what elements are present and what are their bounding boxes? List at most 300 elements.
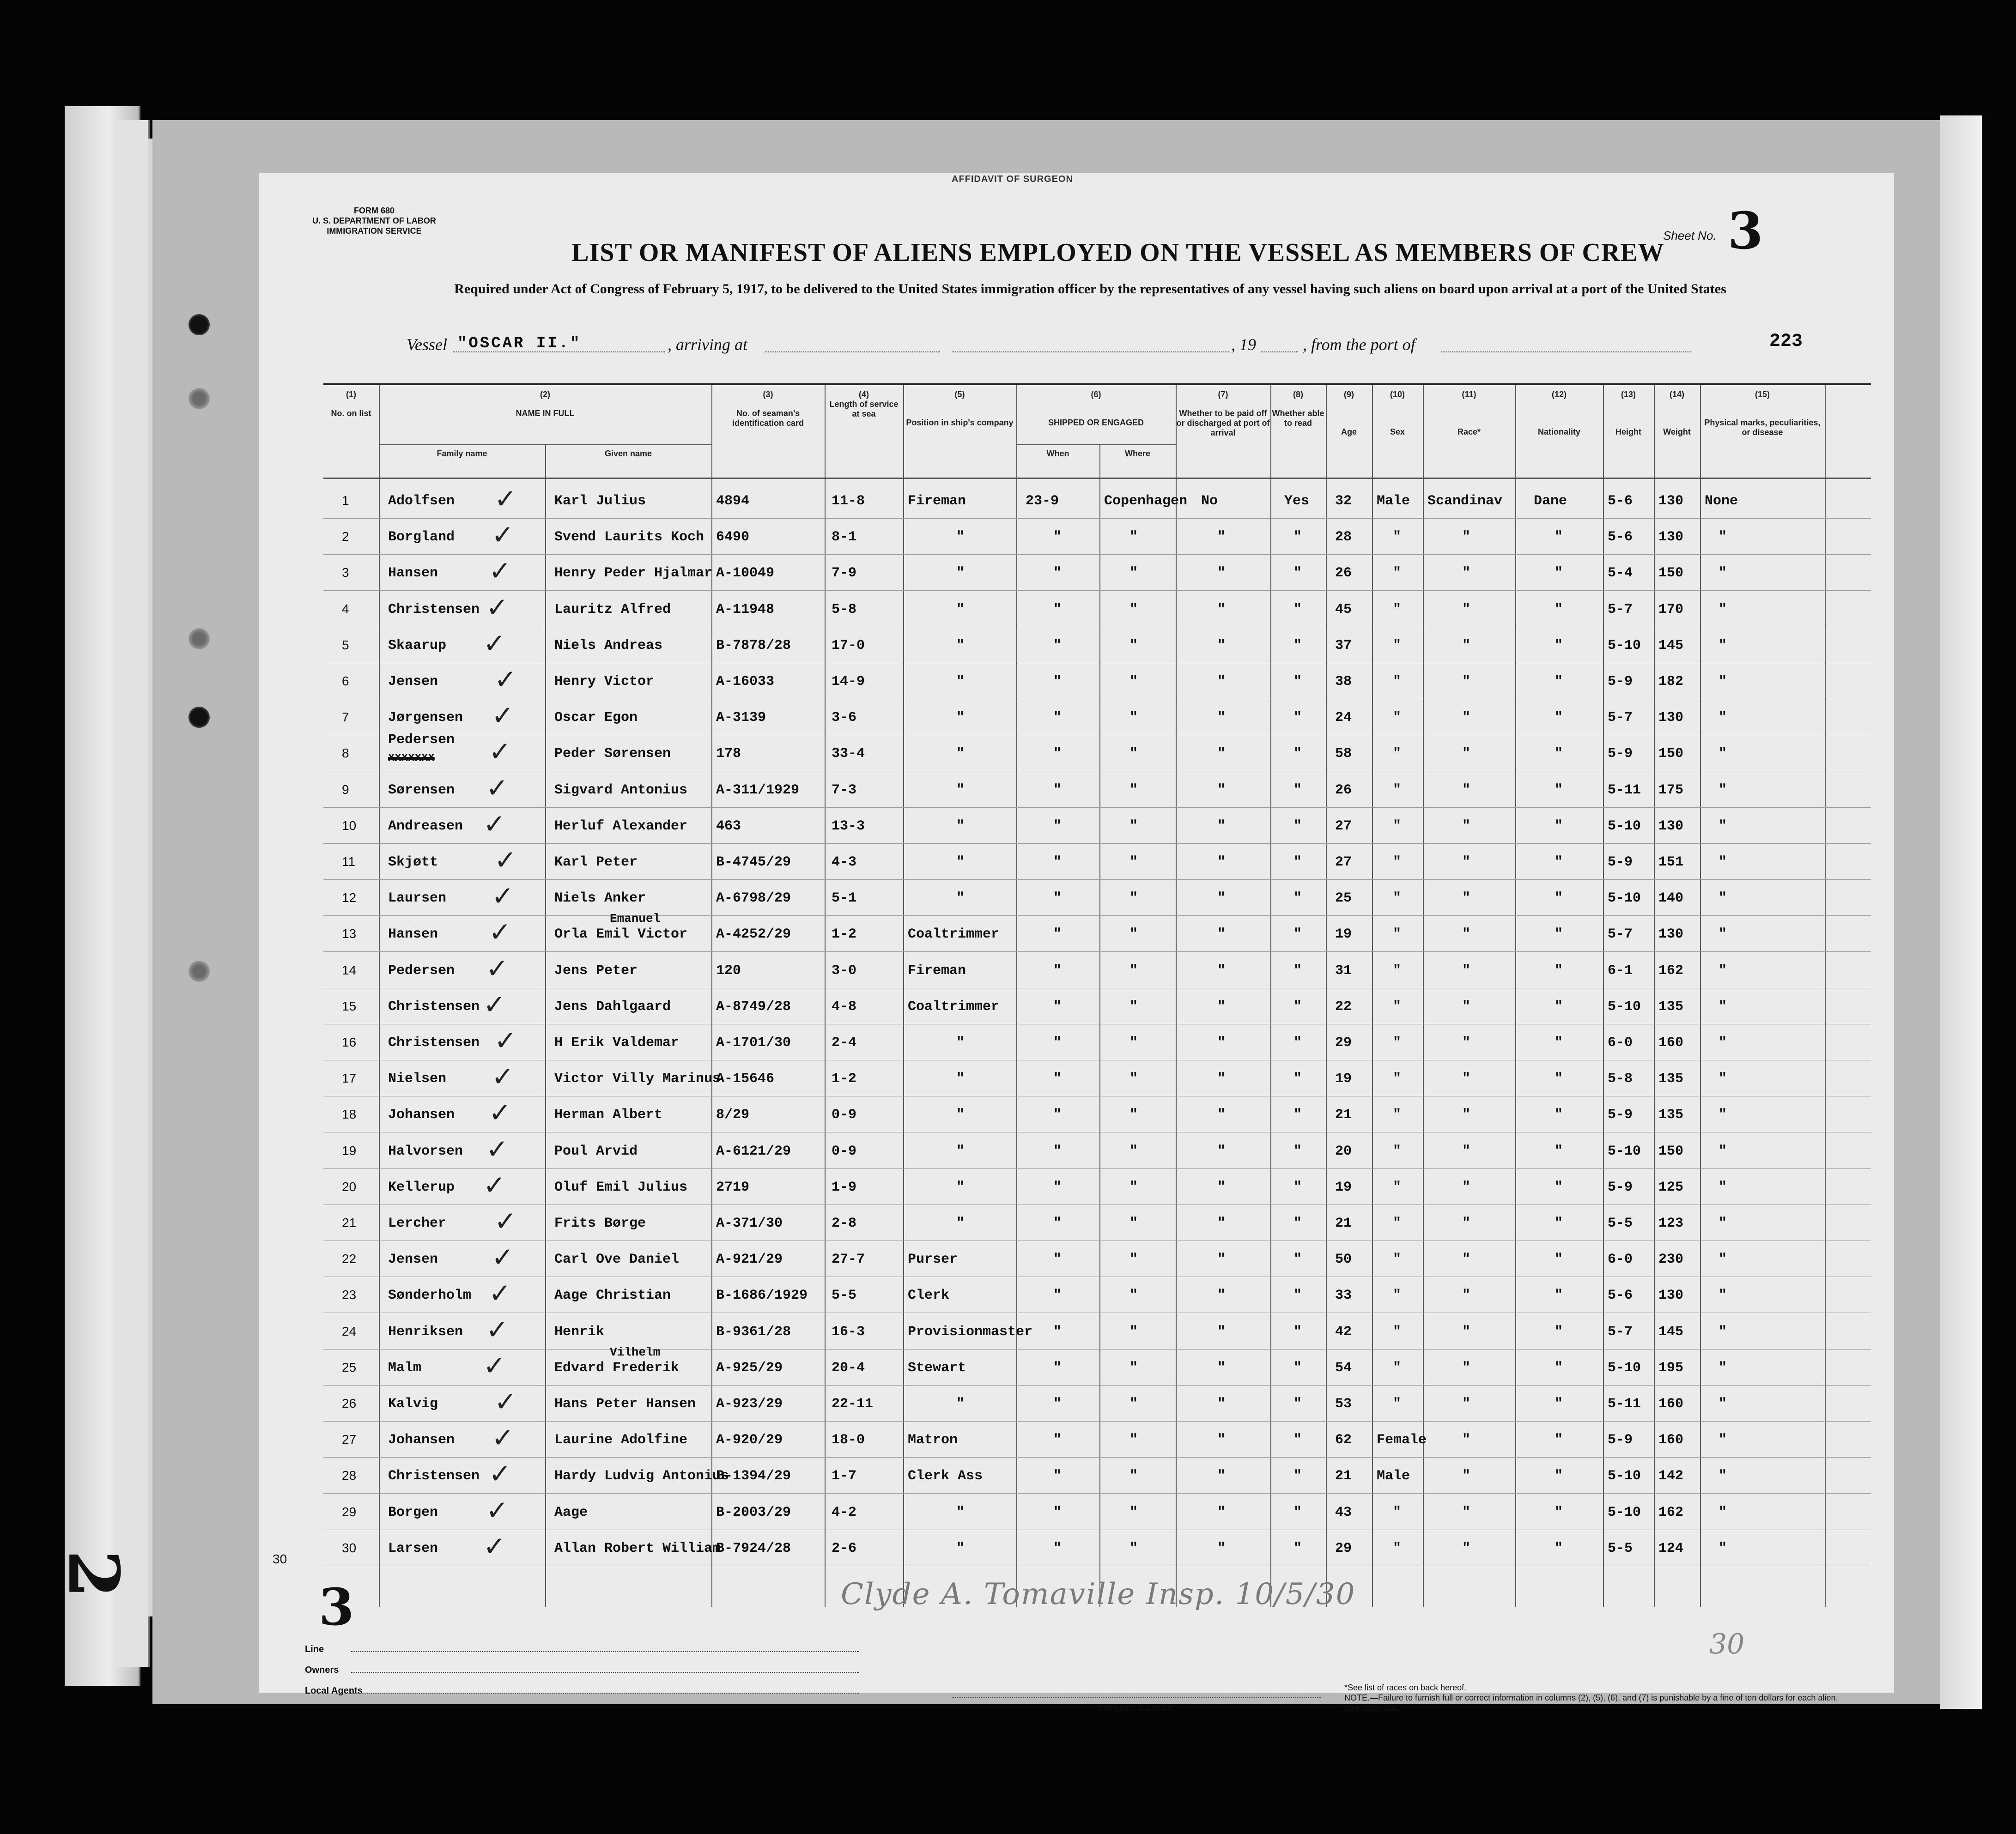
shipped-where-cell: " xyxy=(1129,1396,1138,1412)
height-cell: 5-6 xyxy=(1608,529,1633,545)
service-length-cell: 18-0 xyxy=(832,1432,865,1448)
shipped-where-cell: " xyxy=(1129,818,1138,834)
vessel-name-blank xyxy=(453,335,665,352)
paid-off-cell: " xyxy=(1217,1504,1226,1520)
shipped-where-cell: " xyxy=(1129,1288,1138,1304)
family-name-cell: Kellerup xyxy=(388,1179,455,1195)
family-name-cell: Christensen xyxy=(388,1035,480,1051)
age-cell: 33 xyxy=(1335,1288,1352,1304)
height-cell: 5-9 xyxy=(1608,1107,1633,1123)
physical-marks-cell: " xyxy=(1718,1468,1727,1484)
sex-cell: " xyxy=(1393,1035,1402,1051)
service-length-cell: 20-4 xyxy=(832,1360,865,1376)
weight-cell: 150 xyxy=(1658,1143,1684,1159)
family-name-cell: Christensen xyxy=(388,601,480,617)
card-number-cell: A-10049 xyxy=(716,565,775,581)
given-name-cell: Orla Emil Victor xyxy=(554,926,688,943)
position-cell: " xyxy=(956,818,965,834)
weight-cell: 140 xyxy=(1658,890,1684,907)
table-row xyxy=(323,912,1871,952)
height-cell: 5-5 xyxy=(1608,1216,1633,1231)
physical-marks-cell: " xyxy=(1718,1035,1727,1051)
service-length-cell: 1-7 xyxy=(832,1468,857,1484)
shipped-when-cell: " xyxy=(1053,1396,1062,1412)
check-mark-icon: ✓ xyxy=(494,844,517,876)
position-cell: " xyxy=(956,1396,965,1412)
shipped-when-cell: " xyxy=(1053,1071,1062,1087)
sex-cell: " xyxy=(1393,890,1402,907)
col-header-height: Height xyxy=(1615,427,1641,436)
age-cell: 32 xyxy=(1335,493,1352,509)
family-name-cell: Halvorsen xyxy=(388,1143,463,1159)
given-name-cell: Allan Robert William xyxy=(554,1540,721,1556)
col-number: (10) xyxy=(1390,390,1405,399)
paid-off-cell: " xyxy=(1217,1540,1226,1556)
height-cell: 5-6 xyxy=(1608,1288,1633,1304)
shipped-when-cell: " xyxy=(1053,1324,1062,1340)
age-cell: 21 xyxy=(1335,1107,1352,1123)
given-name-insertion: Emanuel xyxy=(610,912,661,926)
local-agents-blank xyxy=(351,1693,859,1694)
nationality-cell: " xyxy=(1555,999,1563,1015)
paid-off-cell: " xyxy=(1217,529,1226,545)
sex-cell: " xyxy=(1393,1107,1402,1123)
footnote xyxy=(1344,1683,1852,1713)
year-blank xyxy=(1261,335,1298,352)
nationality-cell: " xyxy=(1555,1504,1563,1520)
nationality-cell: " xyxy=(1555,746,1563,762)
height-cell: 5-10 xyxy=(1608,1504,1641,1520)
able-to-read-cell: " xyxy=(1293,926,1302,943)
weight-cell: 123 xyxy=(1658,1216,1684,1231)
check-mark-icon: ✓ xyxy=(483,1169,506,1201)
col-header-marks: Physical marks, peculiarities, or disease xyxy=(1704,418,1821,437)
position-cell: " xyxy=(956,601,965,617)
paid-off-cell: " xyxy=(1217,1324,1226,1340)
nationality-cell: " xyxy=(1555,637,1563,654)
position-cell: Clerk xyxy=(908,1288,950,1304)
table-row xyxy=(323,1313,1871,1350)
race-cell: " xyxy=(1462,1035,1471,1051)
shipped-when-cell: " xyxy=(1053,1432,1062,1448)
shipped-where-cell: " xyxy=(1129,999,1138,1015)
table-row xyxy=(323,732,1871,771)
able-to-read-cell: " xyxy=(1293,1071,1302,1087)
shipped-where-cell: " xyxy=(1129,565,1138,581)
row-number-cell: 15 xyxy=(342,999,357,1013)
able-to-read-cell: " xyxy=(1293,818,1302,834)
shipped-when-cell: " xyxy=(1053,1107,1062,1123)
check-mark-icon: ✓ xyxy=(483,1530,506,1562)
family-name-cell: Lercher xyxy=(388,1216,447,1231)
shipped-when-cell: " xyxy=(1053,529,1062,545)
age-cell: 53 xyxy=(1335,1396,1352,1412)
row-number-cell: 17 xyxy=(342,1071,357,1086)
row-number-cell: 1 xyxy=(342,493,349,508)
vessel-line xyxy=(407,331,1839,358)
service-length-cell: 1-2 xyxy=(832,926,857,943)
physical-marks-cell: " xyxy=(1718,1179,1727,1195)
underlying-page-edge xyxy=(115,120,150,1667)
family-name-cell: Laursen xyxy=(388,890,447,907)
race-cell: " xyxy=(1462,1432,1471,1448)
col-header-given-name: Given name xyxy=(604,449,652,458)
side-page-numeral: 2 xyxy=(53,1550,134,1598)
physical-marks-cell: " xyxy=(1718,1071,1727,1087)
tally-note: 30 xyxy=(1709,1628,1745,1660)
physical-marks-cell: " xyxy=(1718,1432,1727,1448)
sex-cell: " xyxy=(1393,1216,1402,1231)
card-number-cell: A-371/30 xyxy=(716,1216,783,1231)
sex-cell: Male xyxy=(1377,1468,1410,1484)
row-number-cell: 2 xyxy=(342,529,349,544)
weight-cell: 145 xyxy=(1658,637,1684,654)
physical-marks-cell: " xyxy=(1718,854,1727,870)
able-to-read-cell: " xyxy=(1293,1432,1302,1448)
check-mark-icon: ✓ xyxy=(492,1422,514,1454)
height-cell: 5-8 xyxy=(1608,1071,1633,1087)
sex-cell: " xyxy=(1393,782,1402,798)
nationality-cell: " xyxy=(1555,529,1563,545)
card-number-cell: A-11948 xyxy=(716,601,775,617)
given-name-cell: Peder Sørensen xyxy=(554,746,671,762)
height-cell: 5-10 xyxy=(1608,1468,1641,1484)
service-length-cell: 16-3 xyxy=(832,1324,865,1340)
age-cell: 38 xyxy=(1335,674,1352,690)
col-number: (5) xyxy=(954,390,965,399)
position-cell: " xyxy=(956,1143,965,1159)
age-cell: 20 xyxy=(1335,1143,1352,1159)
position-cell: " xyxy=(956,1071,965,1087)
col-header-shipped: SHIPPED OR ENGAGED xyxy=(1048,418,1144,427)
shipped-where-cell: " xyxy=(1129,529,1138,545)
row-number-cell: 27 xyxy=(342,1432,357,1447)
arriving-label: , arriving at xyxy=(668,335,748,354)
nationality-cell: " xyxy=(1555,565,1563,581)
col-header-race: Race* xyxy=(1457,427,1481,436)
shipped-where-cell: " xyxy=(1129,1107,1138,1123)
nationality-cell: " xyxy=(1555,890,1563,907)
sex-cell: " xyxy=(1393,601,1402,617)
col-number: (6) xyxy=(1091,390,1101,399)
punch-hole xyxy=(188,707,210,728)
sex-cell: " xyxy=(1393,854,1402,870)
table-row xyxy=(323,518,1871,555)
able-to-read-cell: " xyxy=(1293,601,1302,617)
shipped-when-cell: " xyxy=(1053,1468,1062,1484)
position-cell: " xyxy=(956,529,965,545)
inspector-caption: Immigrant Inspector. xyxy=(1099,1703,1174,1712)
col-header-age: Age xyxy=(1341,427,1357,436)
shipped-when-cell: " xyxy=(1053,854,1062,870)
age-cell: 27 xyxy=(1335,854,1352,870)
table-row xyxy=(323,1024,1871,1060)
paid-off-cell: " xyxy=(1217,1179,1226,1195)
weight-cell: 124 xyxy=(1658,1540,1684,1556)
physical-marks-cell: " xyxy=(1718,1396,1727,1412)
position-cell: " xyxy=(956,1035,965,1051)
paid-off-cell: " xyxy=(1217,1107,1226,1123)
paid-off-cell: " xyxy=(1217,890,1226,907)
card-number-cell: B-7924/28 xyxy=(716,1540,791,1556)
card-number-cell: B-7878/28 xyxy=(716,637,791,654)
given-name-cell: Karl Julius xyxy=(554,493,646,509)
shipped-when-cell: " xyxy=(1053,746,1062,762)
weight-cell: 130 xyxy=(1658,818,1684,834)
service-length-cell: 7-9 xyxy=(832,565,857,581)
family-name-cell: Malm xyxy=(388,1360,422,1376)
form-issuer xyxy=(300,206,448,236)
given-name-cell: Niels Anker xyxy=(554,890,646,907)
able-to-read-cell: " xyxy=(1293,1468,1302,1484)
shipped-when-cell: " xyxy=(1053,999,1062,1015)
table-row xyxy=(323,952,1871,988)
sex-cell: " xyxy=(1393,926,1402,943)
sex-cell: " xyxy=(1393,710,1402,726)
family-name-cell: Sørensen xyxy=(388,782,455,798)
sheet-number: 3 xyxy=(1728,201,1763,260)
weight-cell: 135 xyxy=(1658,1071,1684,1087)
col-header-sex: Sex xyxy=(1390,427,1405,436)
age-cell: 62 xyxy=(1335,1432,1352,1448)
service-length-cell: 33-4 xyxy=(832,746,865,762)
nationality-cell: " xyxy=(1555,1288,1563,1304)
sex-cell: " xyxy=(1393,962,1402,979)
table-row xyxy=(323,1277,1871,1313)
age-cell: 50 xyxy=(1335,1252,1352,1268)
shipped-where-cell: " xyxy=(1129,1179,1138,1195)
position-cell: " xyxy=(956,637,965,654)
shipped-when-cell: " xyxy=(1053,926,1062,943)
check-mark-icon: ✓ xyxy=(492,1061,514,1093)
able-to-read-cell: " xyxy=(1293,999,1302,1015)
service-length-cell: 2-8 xyxy=(832,1216,857,1231)
race-cell: " xyxy=(1462,1540,1471,1556)
col-header-read: Whether able to read xyxy=(1272,409,1324,428)
shipped-when-cell: " xyxy=(1053,1540,1062,1556)
family-name-cell: Adolfsen xyxy=(388,493,455,509)
position-cell: Fireman xyxy=(908,962,966,979)
service-length-cell: 5-1 xyxy=(832,890,857,907)
card-number-cell: A-1701/30 xyxy=(716,1035,791,1051)
row-number-cell: 20 xyxy=(342,1179,357,1194)
card-number-cell: A-8749/28 xyxy=(716,999,791,1015)
check-mark-icon: ✓ xyxy=(494,1386,517,1417)
race-cell: " xyxy=(1462,782,1471,798)
col-number: (7) xyxy=(1218,390,1228,399)
family-name-cell: Christensen xyxy=(388,1468,480,1484)
check-mark-icon: ✓ xyxy=(486,772,509,804)
given-name-cell: Herman Albert xyxy=(554,1107,663,1123)
shipped-when-cell: " xyxy=(1053,1360,1062,1376)
family-name-cell: Jensen xyxy=(388,1252,438,1268)
able-to-read-cell: " xyxy=(1293,1288,1302,1304)
check-mark-icon: ✓ xyxy=(483,988,506,1020)
family-name-cell: Pedersen xyxy=(388,962,455,979)
paid-off-cell: No xyxy=(1201,493,1218,509)
weight-cell: 170 xyxy=(1658,601,1684,617)
shipped-where-cell: " xyxy=(1129,637,1138,654)
able-to-read-cell: " xyxy=(1293,674,1302,690)
service-length-cell: 4-8 xyxy=(832,999,857,1015)
departure-port-blank xyxy=(1441,335,1691,352)
service-length-cell: 2-6 xyxy=(832,1540,857,1556)
family-name-cell: Kalvig xyxy=(388,1396,438,1412)
card-number-cell: B-2003/29 xyxy=(716,1504,791,1520)
shipped-when-cell: " xyxy=(1053,565,1062,581)
family-name-cell: Hansen xyxy=(388,565,438,581)
paid-off-cell: " xyxy=(1217,601,1226,617)
paid-off-cell: " xyxy=(1217,746,1226,762)
height-cell: 5-9 xyxy=(1608,674,1633,690)
nationality-cell: " xyxy=(1555,1035,1563,1051)
shipped-where-cell: " xyxy=(1129,746,1138,762)
able-to-read-cell: " xyxy=(1293,1540,1302,1556)
weight-cell: 160 xyxy=(1658,1035,1684,1051)
service-length-cell: 17-0 xyxy=(832,637,865,654)
service-name: IMMIGRATION SERVICE xyxy=(327,226,422,236)
physical-marks-cell: " xyxy=(1718,1143,1727,1159)
shipped-where-cell: " xyxy=(1129,601,1138,617)
manifest-title: LIST OR MANIFEST OF ALIENS EMPLOYED ON THE VESSEL AS MEMBERS OF CREW xyxy=(571,238,1664,267)
able-to-read-cell: " xyxy=(1293,1504,1302,1520)
family-name-cell: Skjøtt xyxy=(388,854,438,870)
table-row xyxy=(323,1132,1871,1169)
service-length-cell: 11-8 xyxy=(832,493,865,509)
position-cell: " xyxy=(956,674,965,690)
position-cell: Coaltrimmer xyxy=(908,999,1000,1015)
table-row xyxy=(323,591,1871,627)
row-number-cell: 14 xyxy=(342,962,357,977)
physical-marks-cell: " xyxy=(1718,746,1727,762)
given-name-cell: Karl Peter xyxy=(554,854,638,870)
nationality-cell: " xyxy=(1555,926,1563,943)
height-cell: 5-6 xyxy=(1608,493,1633,509)
race-cell: " xyxy=(1462,1504,1471,1520)
shipped-when-cell: " xyxy=(1053,890,1062,907)
card-number-cell: A-15646 xyxy=(716,1071,775,1087)
table-row xyxy=(323,554,1871,591)
shipped-when-cell: " xyxy=(1053,1143,1062,1159)
height-cell: 6-0 xyxy=(1608,1035,1633,1051)
row-number-cell: 18 xyxy=(342,1107,357,1122)
race-cell: " xyxy=(1462,1107,1471,1123)
age-cell: 21 xyxy=(1335,1216,1352,1231)
race-cell: " xyxy=(1462,674,1471,690)
age-cell: 37 xyxy=(1335,637,1352,654)
family-name-cell: Skaarup xyxy=(388,637,447,654)
position-cell: Stewart xyxy=(908,1360,966,1376)
given-name-cell: Henrik xyxy=(554,1324,605,1340)
given-name-cell: Hardy Ludvig Antonius xyxy=(554,1468,729,1484)
check-mark-icon: ✓ xyxy=(492,519,514,551)
weight-cell: 230 xyxy=(1658,1252,1684,1268)
sex-cell: " xyxy=(1393,746,1402,762)
position-cell: " xyxy=(956,565,965,581)
shipped-where-cell: " xyxy=(1129,1540,1138,1556)
race-cell: " xyxy=(1462,926,1471,943)
race-cell: " xyxy=(1462,710,1471,726)
race-cell: " xyxy=(1462,999,1471,1015)
card-number-cell: A-6798/29 xyxy=(716,890,791,907)
header-rule xyxy=(323,478,1871,479)
table-row xyxy=(323,1494,1871,1530)
row-number-cell: 3 xyxy=(342,565,349,580)
position-cell: " xyxy=(956,710,965,726)
nationality-cell: " xyxy=(1555,674,1563,690)
nationality-cell: " xyxy=(1555,1216,1563,1231)
race-cell: " xyxy=(1462,818,1471,834)
physical-marks-cell: " xyxy=(1718,962,1727,979)
physical-marks-cell: " xyxy=(1718,601,1727,617)
position-cell: " xyxy=(956,782,965,798)
given-name-cell: Oluf Emil Julius xyxy=(554,1179,688,1195)
sex-cell: " xyxy=(1393,818,1402,834)
paid-off-cell: " xyxy=(1217,637,1226,654)
shipped-where-cell: " xyxy=(1129,890,1138,907)
position-cell: " xyxy=(956,1504,965,1520)
height-cell: 5-7 xyxy=(1608,926,1633,943)
position-cell: " xyxy=(956,1540,965,1556)
physical-marks-cell: " xyxy=(1718,674,1727,690)
age-cell: 19 xyxy=(1335,926,1352,943)
nationality-cell: " xyxy=(1555,1396,1563,1412)
punch-hole xyxy=(188,388,210,409)
weight-cell: 130 xyxy=(1658,710,1684,726)
table-row xyxy=(323,699,1871,735)
from-port-label: , from the port of xyxy=(1303,335,1415,354)
age-cell: 27 xyxy=(1335,818,1352,834)
table-row xyxy=(323,663,1871,699)
crew-manifest-sheet xyxy=(259,173,1894,1713)
family-name-cell: Henriksen xyxy=(388,1324,463,1340)
nationality-cell: " xyxy=(1555,1324,1563,1340)
shipped-where-cell: " xyxy=(1129,1360,1138,1376)
col-header-card: No. of seaman's identification card xyxy=(732,409,804,428)
col-number: (2) xyxy=(540,390,550,399)
card-number-cell: A-3139 xyxy=(716,710,766,726)
struck-family-name: XXXXXXX xyxy=(388,752,435,765)
race-cell: " xyxy=(1462,962,1471,979)
shipped-when-cell: " xyxy=(1053,601,1062,617)
row-number-cell: 23 xyxy=(342,1288,357,1302)
given-name-cell: Carl Ove Daniel xyxy=(554,1252,680,1268)
physical-marks-cell: " xyxy=(1718,1360,1727,1376)
col-header-when: When xyxy=(1046,449,1069,458)
check-mark-icon: ✓ xyxy=(494,664,517,695)
row-number-cell: 26 xyxy=(342,1396,357,1410)
service-length-cell: 3-6 xyxy=(832,710,857,726)
physical-marks-cell: " xyxy=(1718,565,1727,581)
col-header-list-no: No. on list xyxy=(331,409,371,418)
physical-marks-cell: " xyxy=(1718,1252,1727,1268)
service-length-cell: 8-1 xyxy=(832,529,857,545)
able-to-read-cell: " xyxy=(1293,529,1302,545)
year-label: , 19 xyxy=(1231,335,1256,354)
weight-cell: 150 xyxy=(1658,565,1684,581)
family-name-cell: Johansen xyxy=(388,1432,455,1448)
height-cell: 5-10 xyxy=(1608,1143,1641,1159)
shipped-where-cell: " xyxy=(1129,962,1138,979)
table-row xyxy=(323,1205,1871,1241)
race-cell: " xyxy=(1462,890,1471,907)
check-mark-icon: ✓ xyxy=(489,555,511,587)
check-mark-icon: ✓ xyxy=(489,1458,511,1490)
weight-cell: 125 xyxy=(1658,1179,1684,1195)
able-to-read-cell: " xyxy=(1293,854,1302,870)
row-number-cell: 4 xyxy=(342,601,349,616)
sex-cell: Female xyxy=(1377,1432,1427,1448)
